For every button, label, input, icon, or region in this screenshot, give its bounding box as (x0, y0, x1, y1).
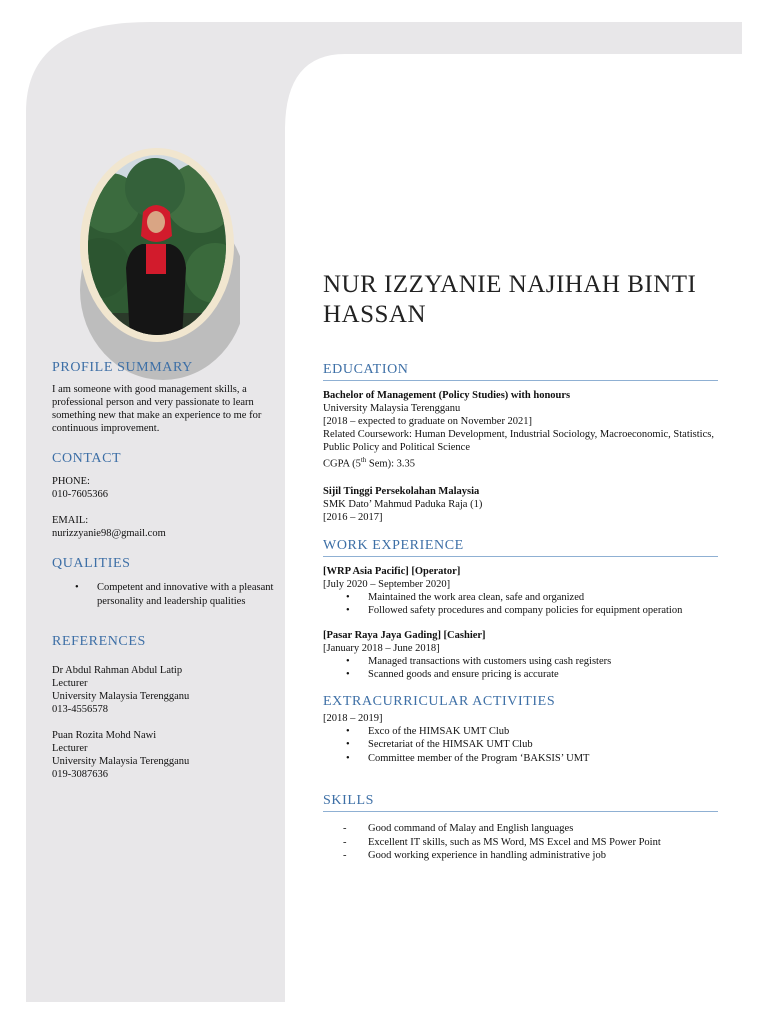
school: SMK Dato’ Mahmud Paduka Raja (1) (323, 498, 483, 510)
email-value[interactable]: nurizzyanie98@gmail.com (52, 528, 166, 539)
job-heading: [WRP Asia Pacific] [Operator] (323, 565, 461, 577)
extracurricular-period: [2018 – 2019] (323, 712, 383, 724)
reference-org: University Malaysia Terengganu (52, 691, 190, 702)
education-entry-1 (323, 389, 718, 471)
email-label: EMAIL: (52, 515, 89, 526)
full-name: NUR IZZYANIE NAJIHAH BINTI HASSAN (323, 271, 697, 328)
qualities-list (52, 581, 274, 608)
list-item: - Excellent IT skills, such as MS Word, MS Excel and MS Power Point (343, 836, 661, 848)
education-entry-2 (323, 485, 718, 524)
list-item: • Secretariat of the HIMSAK UMT Club (346, 739, 533, 750)
list-item: • Exco of the HIMSAK UMT Club (346, 725, 510, 737)
education-title: EDUCATION (323, 362, 718, 381)
reference-name: Dr Abdul Rahman Abdul Latip (52, 665, 183, 676)
school: University Malaysia Terengganu (323, 403, 461, 414)
work-experience-title: WORK EXPERIENCE (323, 538, 718, 557)
job-2 (323, 629, 718, 682)
extracurricular-title: EXTRACURRICULAR ACTIVITIES (323, 693, 556, 709)
coursework: Related Coursework: Human Development, Industrial Sociology, Macroeconomic, Statistics, Public Policy and Political Science (323, 429, 714, 453)
job-period: [January 2018 – June 2018] (323, 642, 440, 654)
list-item: • Scanned goods and ensure pricing is accurate (346, 669, 559, 680)
reference-name: Puan Rozita Mohd Nawi (52, 730, 157, 741)
references-title: REFERENCES (52, 634, 146, 649)
skills-title: SKILLS (323, 793, 718, 812)
job-duties (323, 591, 718, 618)
list-item: • Committee member of the Program ‘BAKSIS’ UMT (346, 752, 590, 764)
phone-value: 010-7605366 (52, 489, 108, 500)
right-column (323, 270, 718, 863)
list-item: • Managed transactions with customers using cash registers (346, 655, 612, 667)
reference-role: Lecturer (52, 678, 88, 689)
degree: Bachelor of Management (Policy Studies) with honours (323, 390, 571, 401)
skills-list (323, 822, 718, 863)
job-heading: [Pasar Raya Jaya Gading] [Cashier] (323, 629, 486, 641)
reference-2 (52, 729, 274, 781)
job-1 (323, 565, 718, 618)
profile-summary-text: I am someone with good management skills, a professional person and very passionate to learn something new that make an experience to me for continuous improvement. (52, 384, 262, 434)
qualities-title: QUALITIES (52, 556, 131, 571)
list-item: • Maintained the work area clean, safe and organized (346, 591, 585, 603)
reference-1 (52, 664, 274, 716)
list-item: - Good working experience in handling administrative job (343, 850, 606, 861)
cgpa: CGPA (5th Sem): 3.35 (323, 456, 416, 470)
period: [2016 – 2017] (323, 511, 383, 523)
job-period: [July 2020 – September 2020] (323, 578, 451, 590)
left-column (52, 360, 274, 781)
list-item: • Competent and innovative with a pleasant personality and leadership qualities (75, 582, 274, 607)
reference-phone: 019-3087636 (52, 769, 108, 780)
reference-org: University Malaysia Terengganu (52, 756, 190, 767)
degree: Sijil Tinggi Persekolahan Malaysia (323, 485, 480, 497)
reference-role: Lecturer (52, 743, 88, 754)
profile-photo (80, 148, 240, 380)
contact-title: CONTACT (52, 451, 122, 466)
list-item: - Good command of Malay and English languages (343, 823, 574, 834)
profile-summary-title: PROFILE SUMMARY (52, 360, 193, 375)
period: [2018 – expected to graduate on November 2021] (323, 416, 533, 427)
phone-label: PHONE: (52, 476, 90, 487)
reference-phone: 013-4556578 (52, 704, 108, 715)
job-duties (323, 655, 718, 682)
list-item: • Followed safety procedures and company policies for equipment operation (346, 605, 683, 616)
extracurricular-list (323, 725, 718, 766)
